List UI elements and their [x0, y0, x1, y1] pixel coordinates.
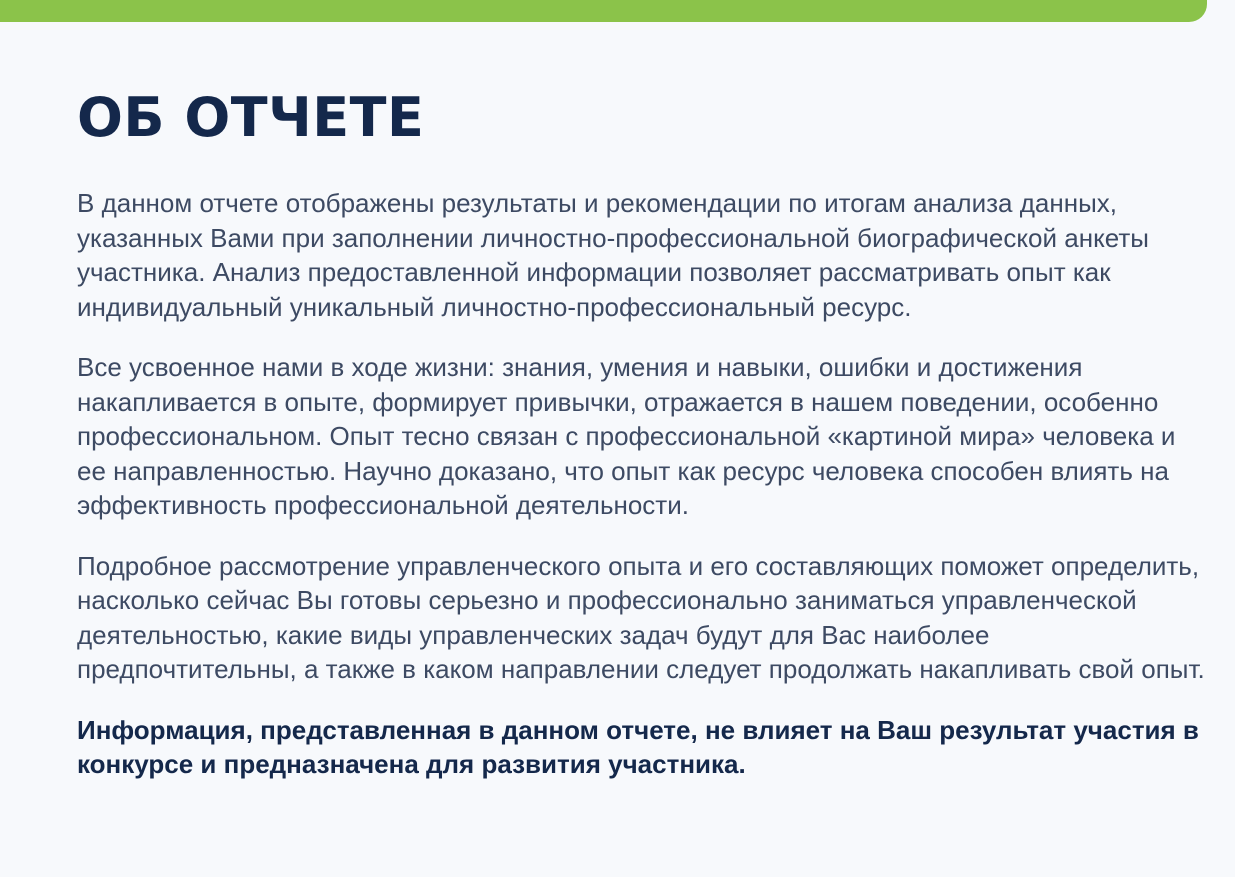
page-title: ОБ ОТЧЕТЕ [77, 86, 425, 149]
notice-text: Информация, представленная в данном отчете, не влияет на Ваш результат участия в конкурсе и предназначена для развития участника. [77, 714, 1199, 779]
top-accent-bar [0, 0, 1207, 22]
paragraph-intro: В данном отчете отображены результаты и рекомендации по итогам анализа данных, указанных Вами при заполнении личностно-профессиональной биографической анкеты участника. Анализ предоставленной информации позволяет рассматривать опыт как индивидуальный уникальный личностно-профессиональный ресурс. [77, 188, 1149, 322]
paragraph-management: Подробное рассмотрение управленческого опыта и его составляющих поможет определить, насколько сейчас Вы готовы серьезно и профессионально заниматься управленческой деятельностью, какие виды управленческих задач будут для Вас наиболее предпочтительны, а также в каком направлении следует продолжать накапливать свой опыт. [77, 550, 1205, 684]
paragraph-experience: Все усвоенное нами в ходе жизни: знания, умения и навыки, ошибки и достижения накапливается в опыте, формирует привычки, отражается в нашем поведении, особенно профессиональном. Опыт тесно связан с профессиональной «картиной мира» человека и ее направленностью. Научно доказано, что опыт как ресурс человека способен влиять на эффективность профессиональной деятельности. [77, 352, 1176, 520]
report-content [77, 86, 1207, 808]
